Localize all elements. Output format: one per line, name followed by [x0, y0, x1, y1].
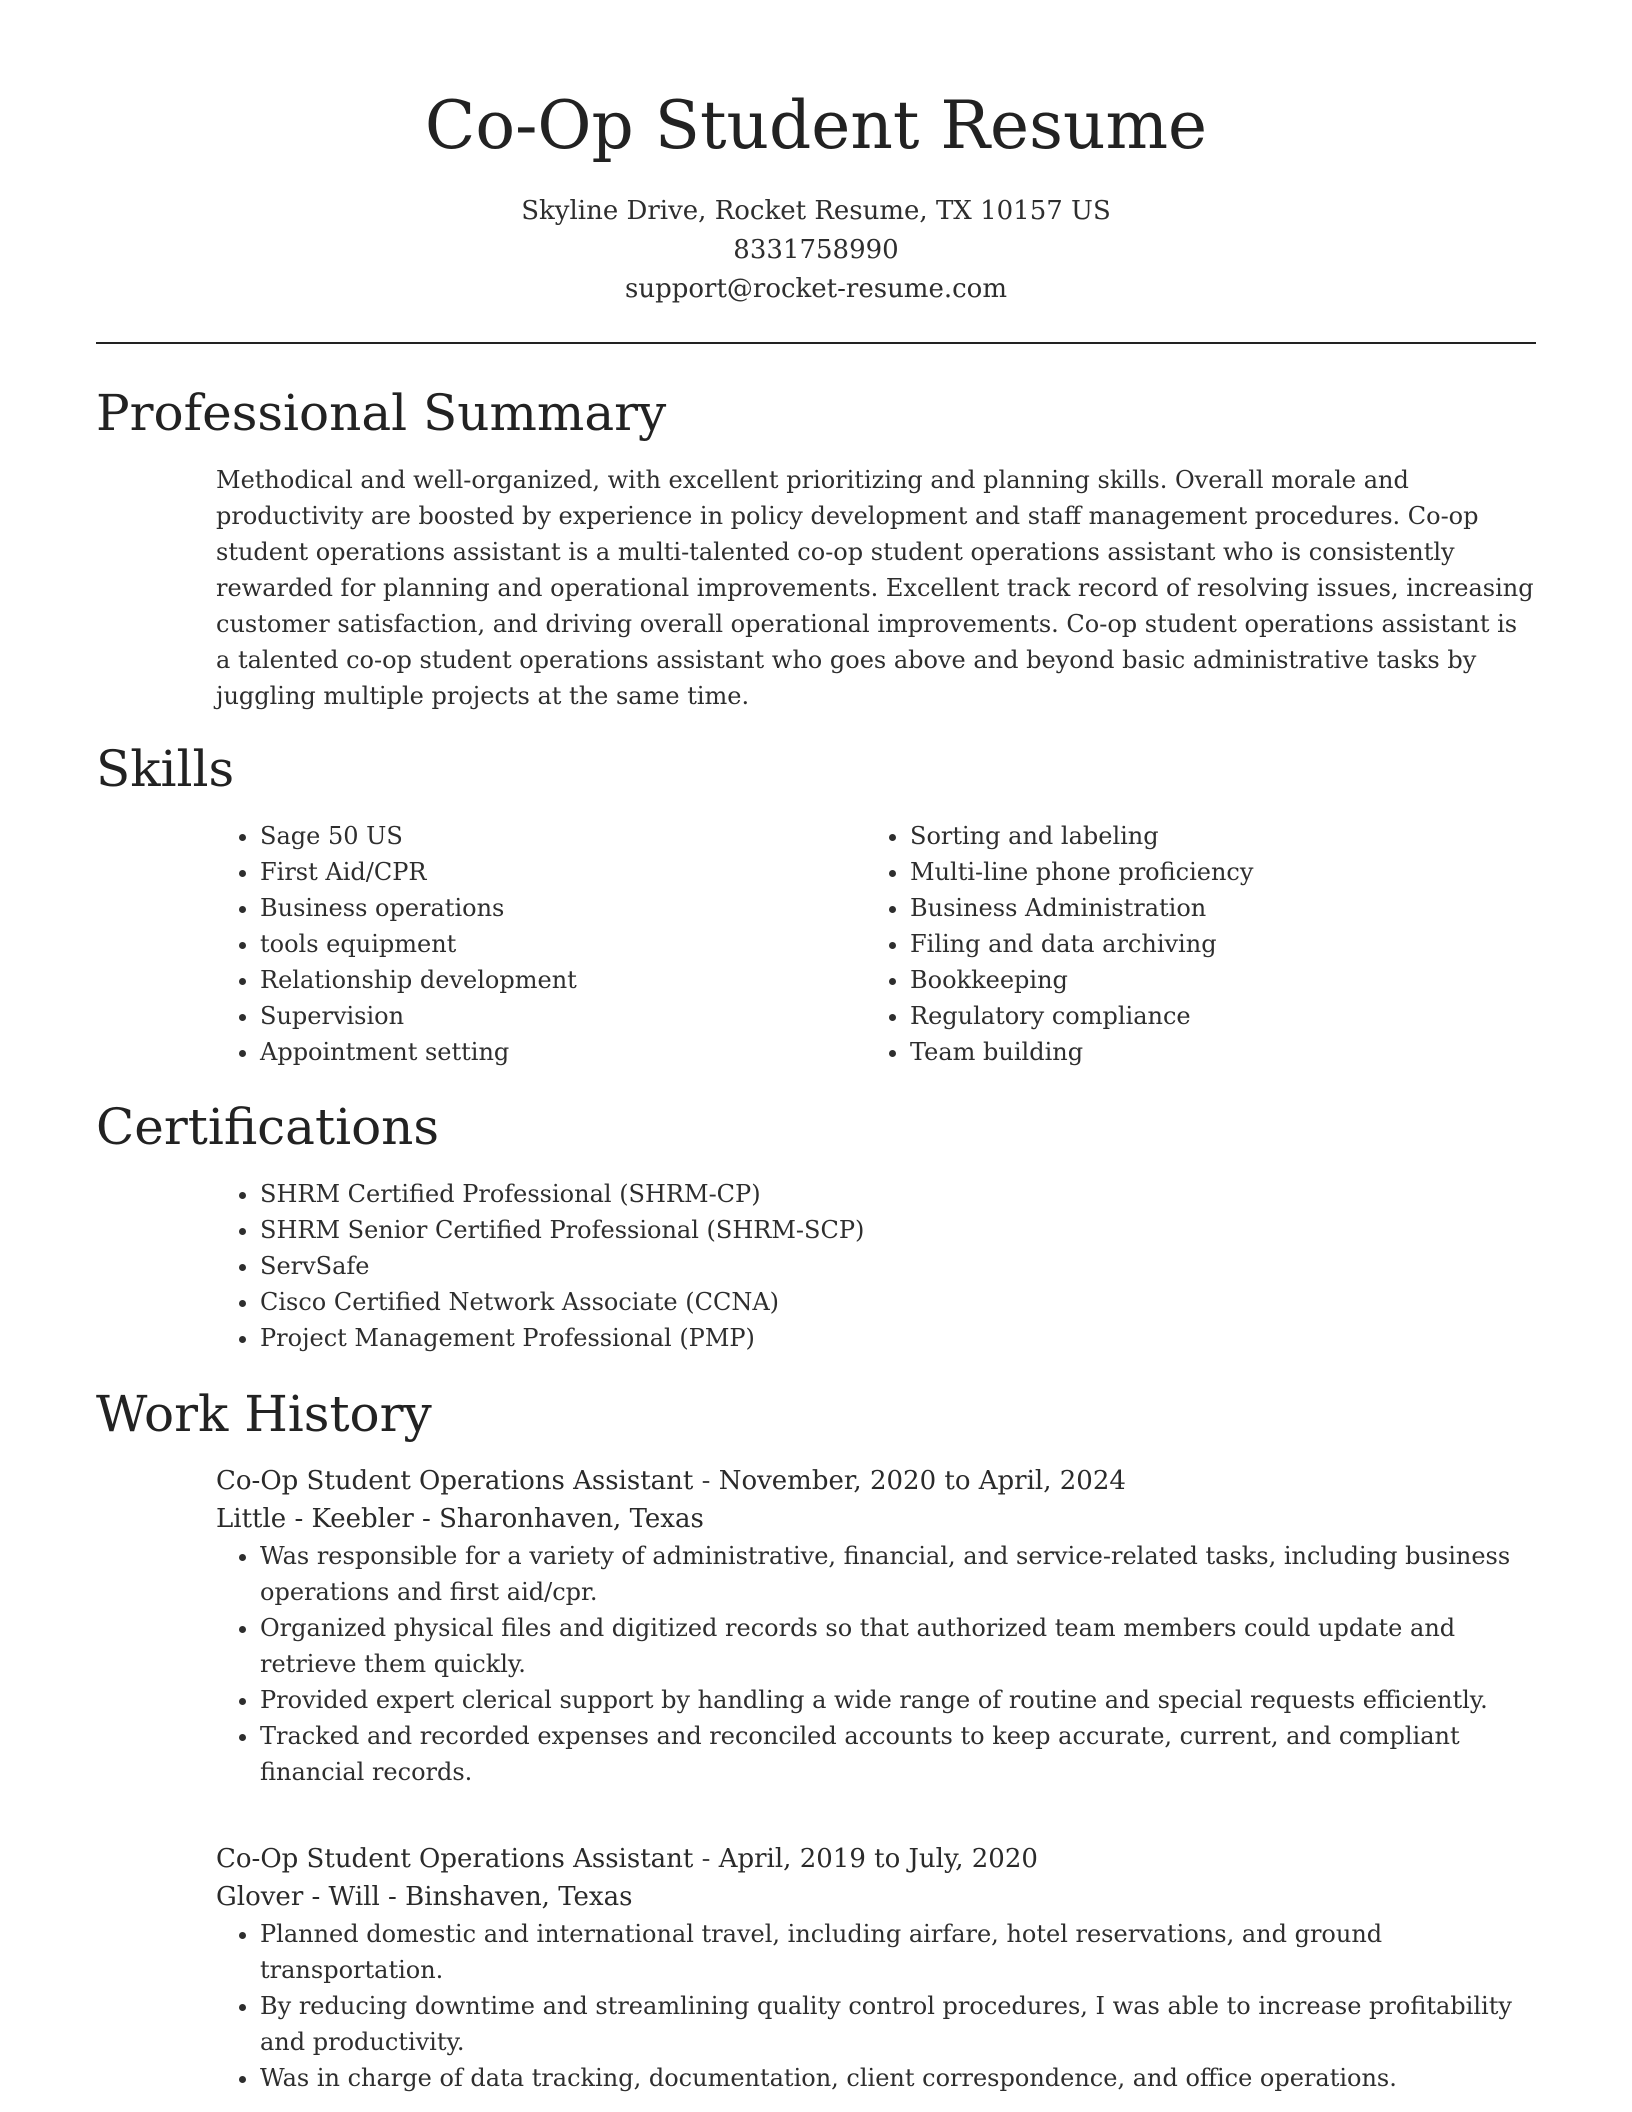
certification-item: • SHRM Senior Certified Professional (SHRM-SCP) — [260, 1212, 1536, 1248]
job-location: Binshaven, Texas — [405, 1882, 633, 1912]
skill-item: • Sage 50 US — [260, 818, 866, 854]
skills-heading: Skills — [96, 740, 235, 798]
job-bullet: • Provided expert clerical support by handling a wide range of routine and special requests efficiently. — [260, 1682, 1536, 1718]
skill-item: • Filing and data archiving — [910, 926, 1516, 962]
certification-item: • ServSafe — [260, 1248, 1536, 1284]
job-title: Co-Op Student Operations Assistant — [216, 1844, 694, 1874]
separator: - — [693, 1466, 719, 1496]
job-company-line — [216, 1500, 1536, 1538]
address: Skyline Drive, Rocket Resume, TX 10157 US — [521, 196, 1111, 226]
job-bullets — [216, 1538, 1536, 1790]
job-bullet: • Tracked and recorded expenses and reconciled accounts to keep accurate, current, and compliant financial records. — [260, 1718, 1536, 1790]
job-bullet: • Was in charge of data tracking, documentation, client correspondence, and office operations. — [260, 2060, 1536, 2096]
skills-column-left — [216, 818, 866, 1070]
skill-item: • Regulatory compliance — [910, 998, 1516, 1034]
certifications-list — [216, 1176, 1536, 1356]
job-entry — [216, 1462, 1536, 1790]
separator: - — [693, 1844, 719, 1874]
skill-item: • Bookkeeping — [910, 962, 1516, 998]
job-title: Co-Op Student Operations Assistant — [216, 1466, 694, 1496]
skill-item: • Relationship development — [260, 962, 866, 998]
skill-item: • Multi-line phone proficiency — [910, 854, 1516, 890]
job-bullet: • Was responsible for a variety of administrative, financial, and service-related tasks, including business operations and first aid/cpr. — [260, 1538, 1536, 1610]
separator: - — [413, 1504, 440, 1534]
job-entry — [216, 1840, 1536, 2096]
job-title-line — [216, 1462, 1536, 1500]
job-dates: November, 2020 to April, 2024 — [718, 1466, 1126, 1496]
job-dates: April, 2019 to July, 2020 — [718, 1844, 1038, 1874]
job-bullet: • Organized physical files and digitized records so that authorized team members could update and retrieve them quickly. — [260, 1610, 1536, 1682]
certification-item: • Project Management Professional (PMP) — [260, 1320, 1536, 1356]
email: support@rocket-resume.com — [624, 274, 1007, 304]
job-company-line — [216, 1878, 1536, 1916]
job-location: Sharonhaven, Texas — [439, 1504, 704, 1534]
skill-item: • Sorting and labeling — [910, 818, 1516, 854]
job-bullets — [216, 1916, 1536, 2096]
skill-item: • Appointment setting — [260, 1034, 866, 1070]
contact-block — [0, 192, 1632, 309]
job-title-line — [216, 1840, 1536, 1878]
certification-item: • Cisco Certified Network Associate (CCNA) — [260, 1284, 1536, 1320]
skill-item: • Business Administration — [910, 890, 1516, 926]
skill-item: • tools equipment — [260, 926, 866, 962]
phone: 8331758990 — [733, 235, 899, 265]
resume-header — [0, 0, 1632, 309]
summary-heading: Professional Summary — [96, 384, 667, 442]
skills-list — [216, 818, 1536, 1070]
certifications-heading: Certifications — [96, 1098, 440, 1156]
job-company: Glover - Will — [216, 1882, 380, 1912]
work-history-heading: Work History — [96, 1385, 432, 1443]
job-bullet: • By reducing downtime and streamlining quality control procedures, I was able to increase profitability and productivity. — [260, 1988, 1536, 2060]
job-company: Little - Keebler — [216, 1504, 414, 1534]
job-bullet: • Planned domestic and international travel, including airfare, hotel reservations, and ground transportation. — [260, 1916, 1536, 1988]
skill-item: • Business operations — [260, 890, 866, 926]
skill-item: • Team building — [910, 1034, 1516, 1070]
certification-item: • SHRM Certified Professional (SHRM-CP) — [260, 1176, 1536, 1212]
skill-item: • Supervision — [260, 998, 866, 1034]
skill-item: • First Aid/CPR — [260, 854, 866, 890]
summary-text: Methodical and well-organized, with excellent prioritizing and planning skills. Overall morale and productivity are boosted by experience in policy development and staff management procedures. Co-op student operations assistant is a multi-talented co-op student operations assistant who is consistently rewarded for planning and operational improvements. Excellent track record of resolving issues, increasing customer satisfaction, and driving overall operational improvements. Co-op student operations assistant is a talented co-op student operations assistant who goes above and beyond basic administrative tasks by juggling multiple projects at the same time. — [216, 466, 1534, 710]
page-title: Co-Op Student Resume — [424, 87, 1208, 164]
header-divider — [96, 342, 1536, 344]
skills-column-right — [866, 818, 1516, 1070]
separator: - — [379, 1882, 406, 1912]
